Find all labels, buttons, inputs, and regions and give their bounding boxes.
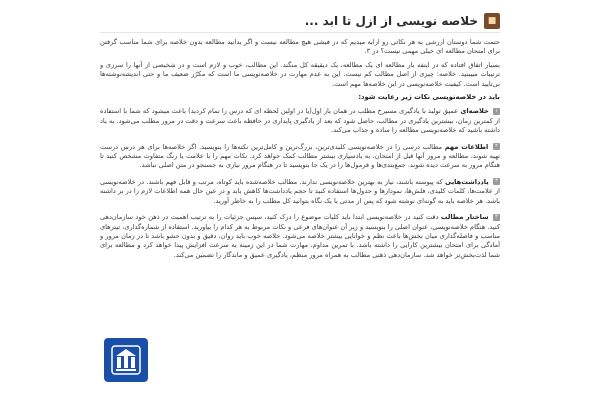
item-label: خلاصه‌ای [460,107,489,116]
intro-paragraph-2: بسیار اتفاق افتاده که در ایتفه بار مطالعه ای یک مطالعه، یک دیقیقه کل منگند. این مطالب، خوب و لازم است و در شخیصی از آنها را سرزی و ترتیبات میبینید. خلاصه: چیزی از اصل مطالب کم نیست. این به عدم مهارت در خلاصه‌نویسی ما است که مکرّر ضعیف ما و حتی اندیشه‌نوشته‌ها بی‌تایید است. کیفیت خلاصه‌نویسی در این خلاصه‌ها مهم است. [100,60,500,88]
book-icon: ■ [484,13,500,29]
item-label: اطلاعات مهم [444,142,489,151]
item-text: عمیق تولید با یادگیری مسیرخ مطلب در همان بار اول(یا در اولین لحظه ای که درس را تمام کردید) باعث میشود که شما با استفاده از کمترین زمان، بیشترین یادگیری در مطالب، حاصل شود که بعد از یادگیری پایداری در حافظه باعث سرعت و دقت در مرور مطلب می‌شود. به یاد داشته باشید که خلاصه‌نویسی مطالعه را ساده و جذاب می‌کند. [100,107,500,135]
article-body [100,38,500,395]
list-item [100,107,500,135]
item-number: ۴ [493,214,500,221]
item-label: ساختار مطالب [440,213,489,222]
section-heading: باید در خلاصه‌نویسی نکات زیر رعایت شود: [358,93,500,102]
intro-paragraph-1: حتمت شما دوستان ارزشی به هر نکاتی رو ارایه میدیم که در فیشی هیچ مطالعه نیست و اگر بدانید مطالعه بدون خلاصه برای شما مناسب گرفتن برای امتحان مطالعه ای خیلی مهمی نیست؟ در ۳. [100,38,500,56]
page-title: خلاصه نویسی از ازل تا ابد ... [304,14,478,28]
list-item [100,143,500,171]
item-text: که پیوسته باشند، نیاز به بهترین خلاصه‌نویسی ندارند. مطالب خلاصه‌شده باید کوتاه، مرتب و قابل فهم باشند. در خلاصه‌نویسی از علامت‌ها، کلمات کلیدی، فلش‌ها، نمودارها و جدول‌ها استفاده کنید تا حجم یادداشت‌ها کاهش یابد و در عین حال همه اطلاعات لازم را در بر داشته باشد. هر خلاصه باید به گونه‌ای نوشته شود که پس از مدتی با یک نگاه بتوانید کل مطلب را به خاطر آورید. [100,177,500,205]
item-number: ۳ [493,178,500,185]
school-logo-icon [104,338,148,382]
title-bar [100,10,500,33]
school-building-icon [109,343,143,377]
item-text: دقت کنید در خلاصه‌نویسی ابتدا باید کلیات موضوع را درک کنید، سپس جزئیات را به ترتیب اهمیت در ذهن خود سازمان‌دهی کنید. هنگام خلاصه‌نویسی، عنوان اصلی را بنویسید و زیر آن عنوان‌های فرعی و نکات مربوط به هر کدام را بیاورید. استفاده از شماره‌گذاری، تیترهای مناسب و فاصله‌گذاری میان بخش‌ها باعث نظم و خوانایی بیشتر خلاصه می‌شود. خلاصه خوب باید روان، دقیق و بدون حشو باشد تا در زمان مرور و آمادگی برای امتحان بیشترین کارایی را داشته باشد. با تمرین مداوم، مهارت شما در این زمینه به سرعت افزایش پیدا خواهد کرد و مطالعه برای شما لذت‌بخش‌تر خواهد شد. سازمان‌دهی ذهنی مطالب به همراه مرور منظم، یادگیری عمیق و ماندگار را تضمین می‌کند. [100,213,500,259]
item-number: ۱ [493,108,500,115]
item-text: مطالب درسی را در خلاصه‌نویسی کلیدی‌ترین، بزرگ‌ترین و کامل‌ترین نکته‌ها را بنویسید. اگر خلاصه‌ها برای هر درس درست تهیه شوند، مطالعه و مرور آنها قبل از امتحان، به یادسپاری بیشتر مطالب کمک خواهد کرد. نکات مهم را با علامت یا رنگ متفاوت مشخص کنید تا هنگام مرور به سرعت دیده شوند. جمع‌بندی‌ها و فرمول‌ها را در یک جا بنویسید تا در هنگام مرور نیازی به جستجو در متن اصلی نباشد. [100,142,500,170]
list-item [100,178,500,206]
list-item [100,213,500,260]
item-label: یادداشت‌هایی [445,177,489,186]
item-number: ۲ [493,143,500,150]
